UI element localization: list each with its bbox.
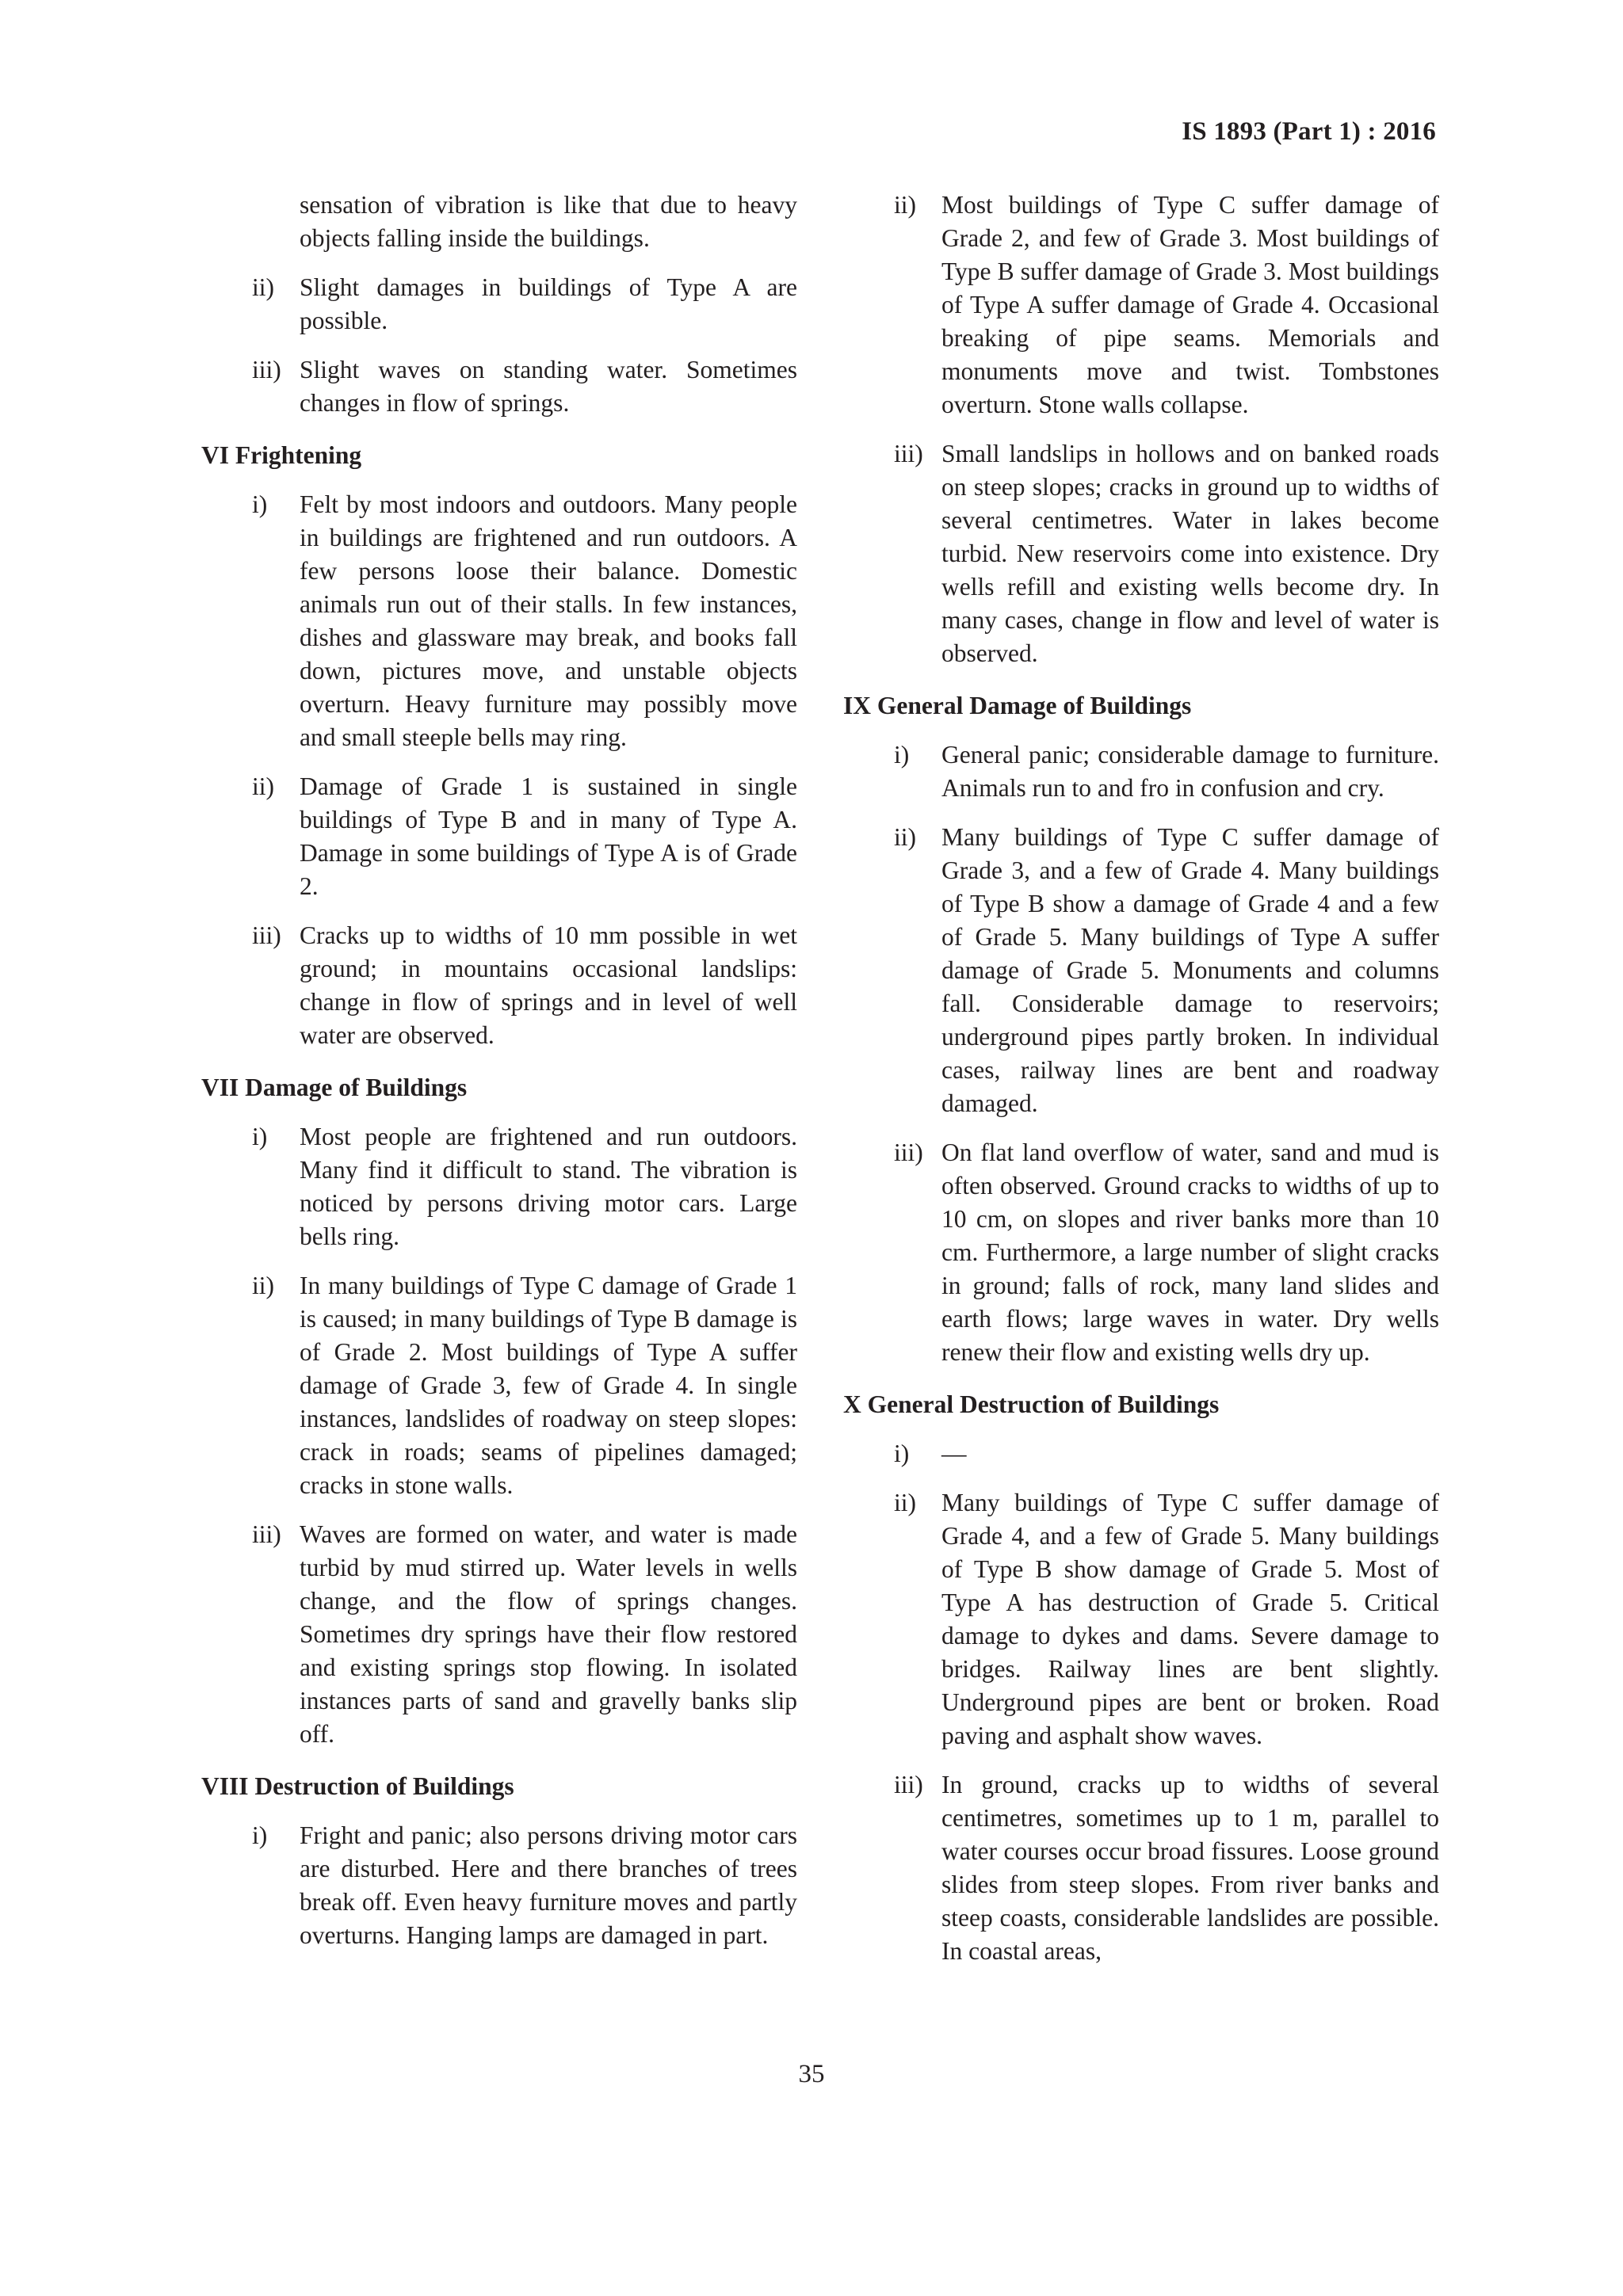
- item-text: Cracks up to widths of 10 mm possible in wet ground; in mountains occasional landslips: change in flow of springs and in level of well water are observed.: [300, 921, 797, 1049]
- list-item: [201, 1269, 797, 1502]
- item-number: i): [894, 1440, 910, 1467]
- item-text: Many buildings of Type C suffer damage of Grade 4, and a few of Grade 5. Many buildings of Type B show damage of Grade 5. Most of Type A has destruction of Grade 5. Critical damage to dykes and dams. Severe damage to bridges. Railway lines are bent slightly. Underground pipes are bent or broken. Road paving and asphalt show waves.: [941, 1489, 1439, 1749]
- item-number: iii): [252, 356, 281, 383]
- list-item: [201, 353, 797, 420]
- item-text: Small landslips in hollows and on banked roads on steep slopes; cracks in ground up to widths of several centimetres. Water in lakes become turbid. New reservoirs come into existence. Dry wells refill and existing wells become dry. In many cases, change in flow and level of water is observed.: [941, 440, 1439, 667]
- item-number: iii): [252, 921, 281, 949]
- list-item: [201, 770, 797, 903]
- item-number: ii): [252, 273, 274, 301]
- page-number: 35: [798, 2060, 825, 2088]
- section-title-ix: IX General Damage of Buildings: [843, 692, 1192, 719]
- item-text: Many buildings of Type C suffer damage of Grade 3, and a few of Grade 4. Many buildings of Type B show a damage of Grade 4 and a few of Grade 5. Many buildings of Type A suffer damage of Grade 5. Monuments and columns fall. Considerable damage to reservoirs; underground pipes partly broken. In individual cases, railway lines are bent and roadway damaged.: [941, 823, 1439, 1117]
- item-number: i): [252, 1821, 268, 1849]
- item-number: ii): [252, 1272, 274, 1299]
- item-number: i): [252, 1123, 268, 1150]
- section-title-x: X General Destruction of Buildings: [843, 1390, 1220, 1418]
- item-text: On flat land overflow of water, sand and mud is often observed. Ground cracks to widths of up to 10 cm, on slopes and river banks more than 10 cm. Furthermore, a large number of slight cracks in ground; falls of rock, many land slides and earth flows; large waves in water. Dry wells renew their flow and existing wells dry up.: [941, 1138, 1439, 1366]
- item-text: —: [941, 1440, 967, 1467]
- item-text: In many buildings of Type C damage of Grade 1 is caused; in many buildings of Type B damage is of Grade 2. Most buildings of Type A suffer damage of Grade 3, few of Grade 4. In single instances, landslides of roadway on steep slopes: crack in roads; seams of pipelines damaged; cracks in stone walls.: [300, 1272, 797, 1499]
- item-text: Fright and panic; also persons driving motor cars are disturbed. Here and there branches of trees break off. Even heavy furniture moves and partly overturns. Hanging lamps are damaged in part.: [300, 1821, 797, 1949]
- right-column: [843, 189, 1439, 1984]
- section-title-vi: VI Frightening: [201, 441, 362, 469]
- list-item: [843, 189, 1439, 421]
- left-column: [201, 189, 797, 1968]
- standard-header: IS 1893 (Part 1) : 2016: [1182, 117, 1436, 146]
- item-number: ii): [894, 1489, 916, 1516]
- list-item: [843, 738, 1439, 805]
- item-number: ii): [894, 823, 916, 851]
- item-text: Slight waves on standing water. Sometimes changes in flow of springs.: [300, 356, 797, 417]
- list-item: [843, 437, 1439, 670]
- item-text: Most people are frightened and run outdoors. Many find it difficult to stand. The vibration is noticed by persons driving motor cars. Large bells ring.: [300, 1123, 797, 1250]
- list-item: [201, 1819, 797, 1952]
- item-text: Slight damages in buildings of Type A are possible.: [300, 273, 797, 334]
- list-item: [201, 919, 797, 1052]
- item-number: iii): [252, 1520, 281, 1548]
- item-number: iii): [894, 1771, 923, 1798]
- list-item: [843, 1136, 1439, 1369]
- list-item: [843, 1486, 1439, 1753]
- item-number: i): [252, 490, 268, 518]
- section-title-viii: VIII Destruction of Buildings: [201, 1772, 514, 1800]
- list-item: [201, 1518, 797, 1751]
- item-text: General panic; considerable damage to furniture. Animals run to and fro in confusion and cry.: [941, 741, 1439, 802]
- item-text: Felt by most indoors and outdoors. Many people in buildings are frightened and run outdoors. A few persons loose their balance. Domestic animals run out of their stalls. In few instances, dishes and glassware may break, and books fall down, pictures move, and unstable objects overturn. Heavy furniture may possibly move and small steeple bells may ring.: [300, 490, 797, 751]
- item-text: Waves are formed on water, and water is made turbid by mud stirred up. Water levels in wells change, and the flow of springs changes. Sometimes dry springs have their flow restored and existing springs stop flowing. In isolated instances parts of sand and gravelly banks slip off.: [300, 1520, 797, 1748]
- item-number: ii): [894, 191, 916, 219]
- continuation-text: sensation of vibration is like that due to heavy objects falling inside the buildings.: [300, 191, 797, 252]
- section-title-vii: VII Damage of Buildings: [201, 1074, 468, 1101]
- list-item: [201, 488, 797, 754]
- list-item: [843, 1768, 1439, 1968]
- list-item: [843, 821, 1439, 1120]
- item-number: i): [894, 741, 910, 769]
- item-text: In ground, cracks up to widths of several centimetres, sometimes up to 1 m, parallel to water courses occur broad fissures. Loose ground slides from steep slopes. From river banks and steep coasts, considerable landslides are possible. In coastal areas,: [941, 1771, 1439, 1965]
- item-number: ii): [252, 772, 274, 800]
- item-number: iii): [894, 1138, 923, 1166]
- list-item: [201, 271, 797, 338]
- item-text: Damage of Grade 1 is sustained in single buildings of Type B and in many of Type A. Damage in some buildings of Type A is of Grade 2.: [300, 772, 797, 900]
- item-text: Most buildings of Type C suffer damage of Grade 2, and few of Grade 3. Most buildings of Type B suffer damage of Grade 3. Most buildings of Type A suffer damage of Grade 4. Occasional breaking of pipe seams. Memorials and monuments move and twist. Tombstones overturn. Stone walls collapse.: [941, 191, 1439, 418]
- list-item: [843, 1437, 1439, 1470]
- item-number: iii): [894, 440, 923, 467]
- list-item: [201, 1120, 797, 1253]
